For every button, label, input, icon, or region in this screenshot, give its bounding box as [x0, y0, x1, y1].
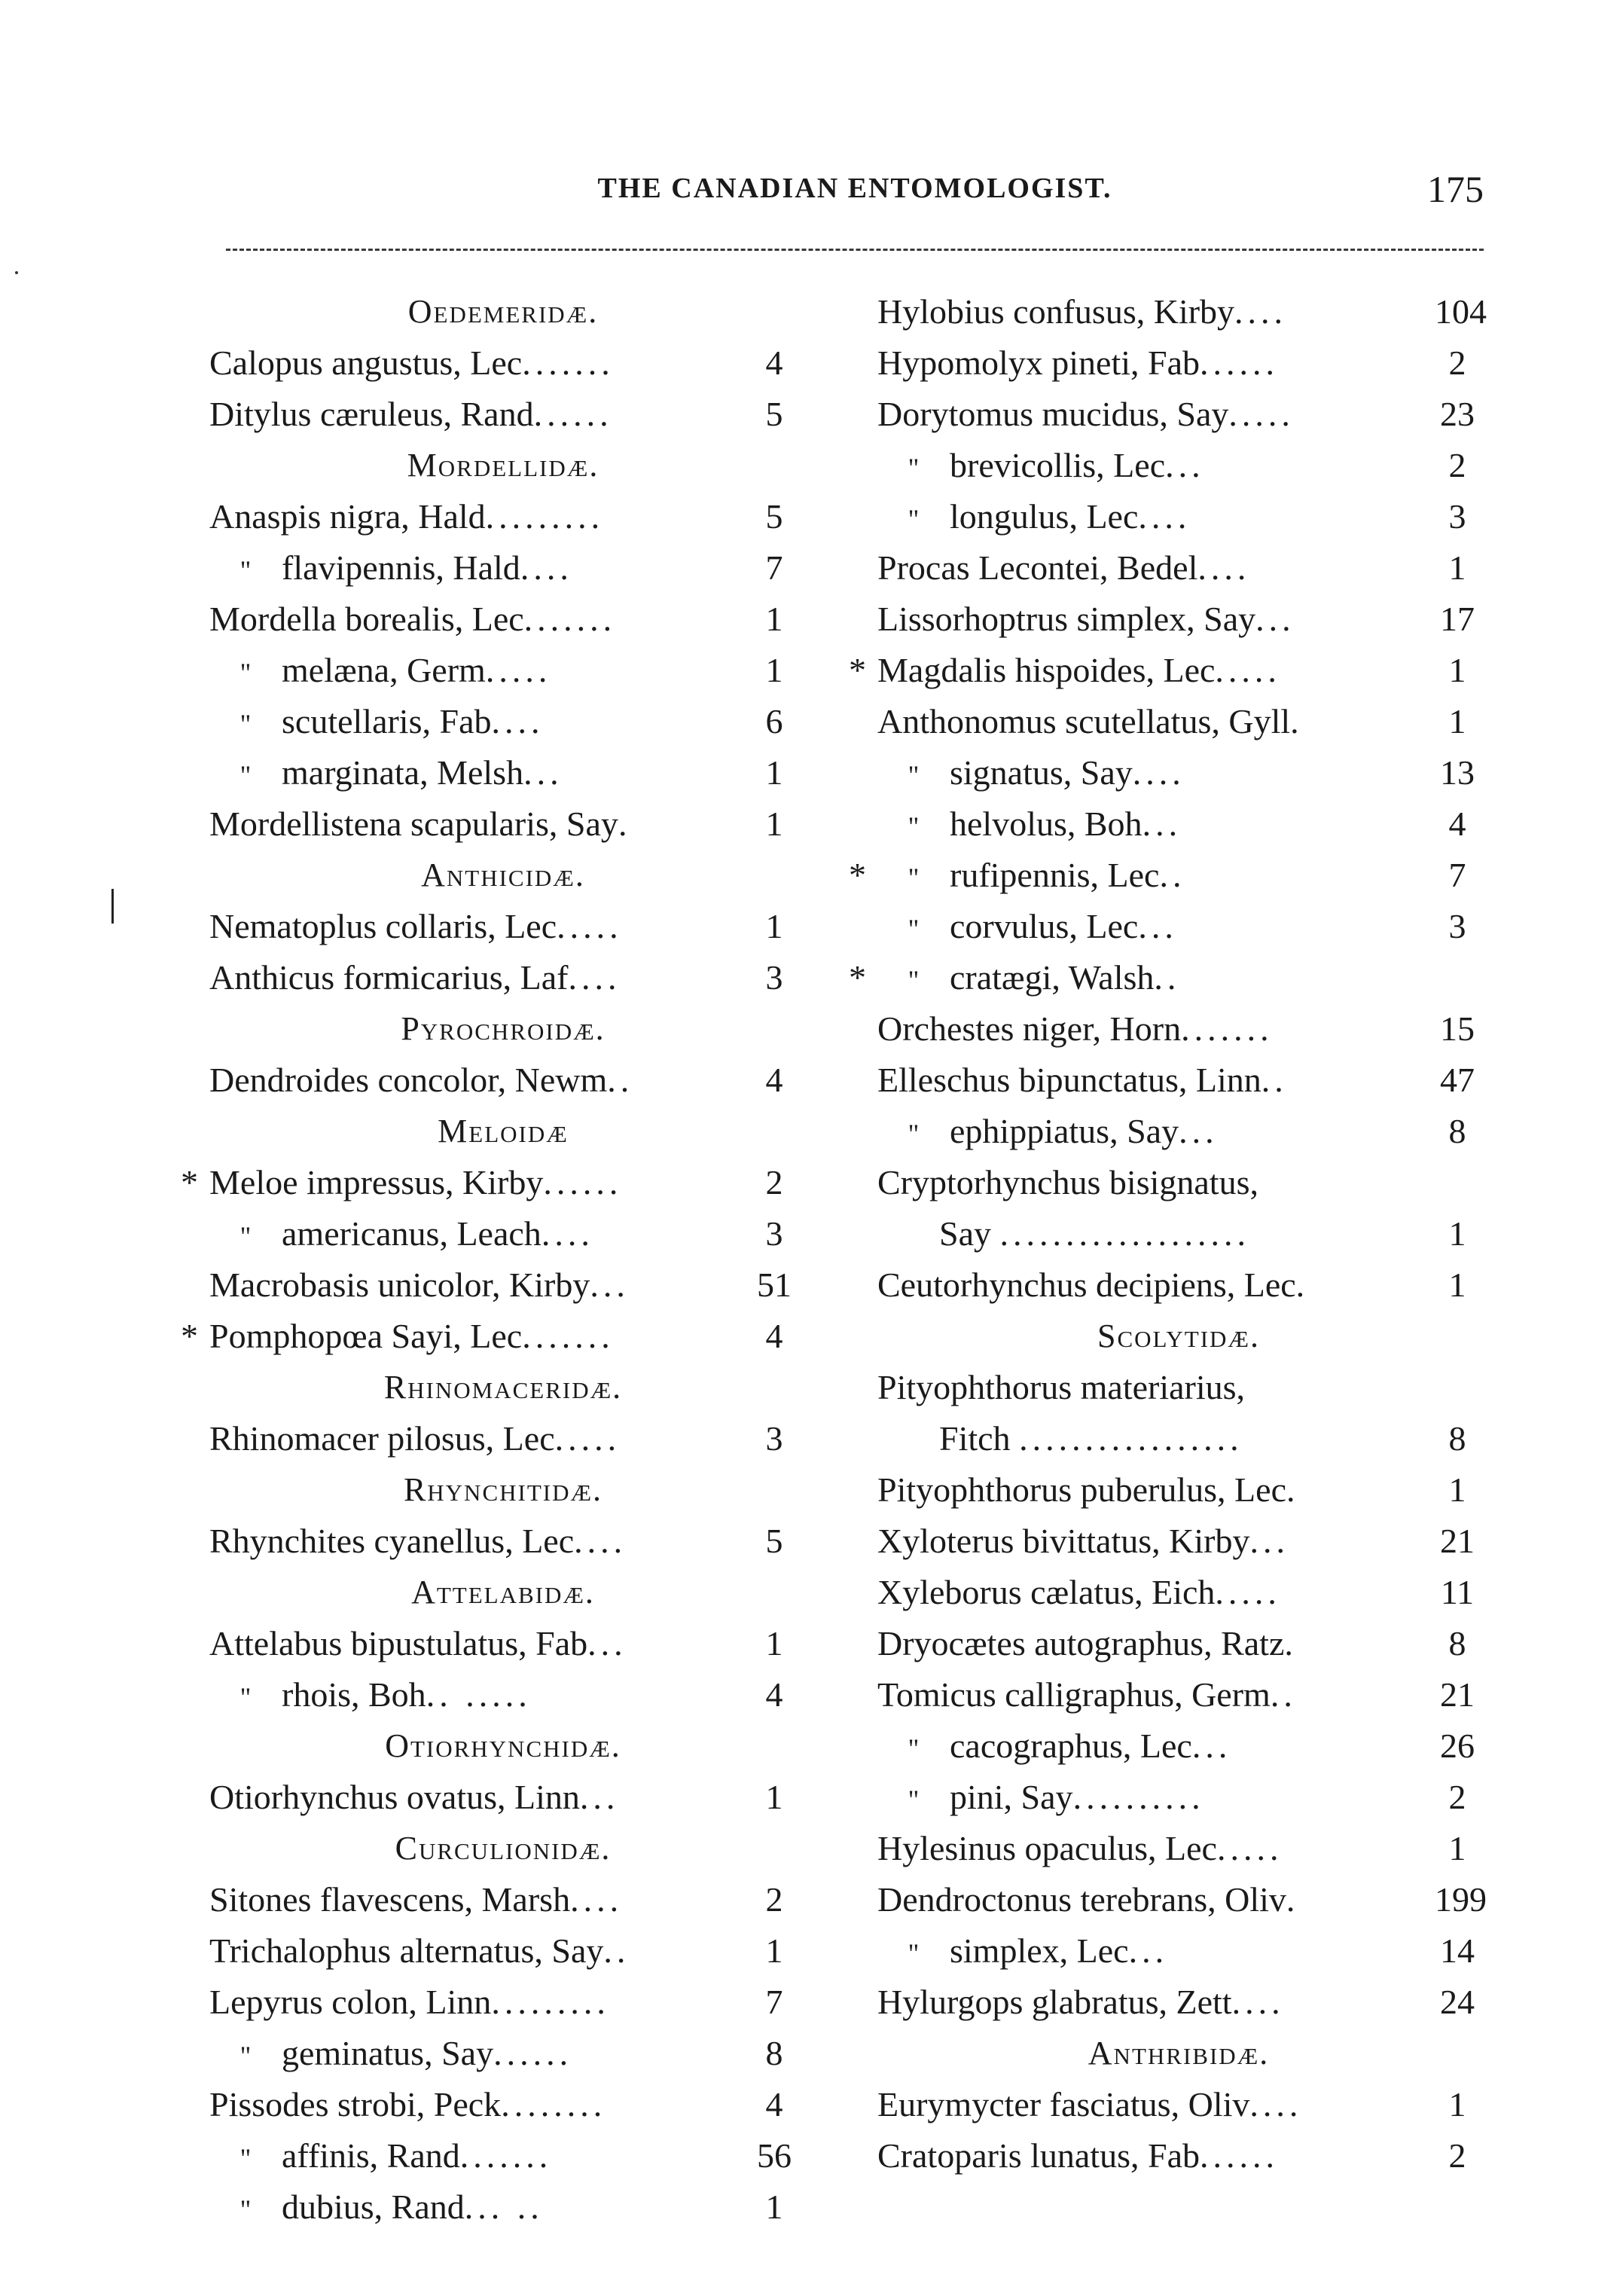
dot-leader: .... — [491, 702, 545, 740]
dot-leader: .. — [1159, 856, 1186, 894]
specimen-count: 2 — [1448, 2136, 1466, 2175]
dot-leader: ................... — [999, 1214, 1250, 1253]
dot-leader: ... — [579, 1778, 620, 1816]
specimen-count: 4 — [765, 343, 783, 382]
species-name: corvulus, Lec — [950, 907, 1139, 945]
specimen-count: 14 — [1440, 1931, 1475, 1970]
species-entry — [877, 798, 1480, 850]
margin-speck — [15, 271, 18, 274]
species-name: Rhynchites cyanellus, Lec — [209, 1522, 575, 1560]
dot-leader: . — [618, 805, 632, 843]
species-entry — [877, 1157, 1480, 1259]
dot-leader: ........ — [501, 2085, 607, 2123]
right-column — [849, 286, 1487, 2182]
dot-leader: ..... — [1216, 1829, 1283, 1867]
species-entry — [209, 798, 797, 850]
species-name: Hylurgops glabratus, Zett — [877, 1983, 1232, 2021]
specimen-count: 56 — [757, 2136, 792, 2175]
species-name: americanus, Leach — [282, 1214, 542, 1253]
family-heading: Anthicidæ. — [421, 856, 585, 893]
specimen-count: 11 — [1440, 1573, 1475, 1611]
specimen-count: 8 — [765, 2034, 783, 2072]
species-authority: Fitch — [939, 1419, 1011, 1458]
specimen-count: 4 — [765, 1061, 783, 1099]
dot-leader: ... — [1255, 600, 1295, 638]
species-name: Orchestes niger, Horn — [877, 1009, 1182, 1048]
species-name: Dryocætes autographus, Ratz. — [877, 1624, 1293, 1662]
species-entry — [877, 1720, 1480, 1772]
species-entry — [209, 1977, 797, 2028]
species-entry — [877, 1772, 1480, 1823]
dot-leader: .... — [520, 548, 573, 587]
ditto-mark: " — [908, 914, 920, 944]
species-name: Anaspis nigra, Hald — [209, 497, 486, 536]
dot-leader: .. ..... — [426, 1675, 532, 1714]
species-entry — [877, 696, 1480, 747]
dot-leader: ... — [1191, 1727, 1232, 1765]
species-entry — [181, 1311, 797, 1362]
dot-leader: ... — [1128, 1931, 1169, 1970]
dot-leader: .. — [1261, 1061, 1288, 1099]
dot-leader: ......... — [491, 1983, 610, 2021]
ditto-mark: " — [908, 1733, 920, 1763]
asterisk-marker: * — [181, 1163, 198, 1201]
family-heading: Scolytidæ. — [1097, 1317, 1260, 1354]
species-entry — [209, 901, 797, 952]
species-name: Elleschus bipunctatus, Linn — [877, 1061, 1261, 1099]
species-entry — [877, 1618, 1480, 1669]
species-entry — [877, 2079, 1480, 2130]
left-column — [181, 286, 797, 2233]
species-name: Pomphopœa Sayi, Lec — [209, 1317, 523, 1355]
dot-leader: ...... — [493, 2034, 573, 2072]
specimen-count: 1 — [1448, 2085, 1466, 2123]
species-name: Cratoparis lunatus, Fab — [877, 2136, 1200, 2175]
dot-leader: ... — [590, 1266, 630, 1304]
species-name: Pityophthorus puberulus, Lec. — [877, 1470, 1295, 1509]
specimen-count: 1 — [765, 651, 783, 689]
species-entry — [849, 850, 1480, 901]
species-name-continuation — [939, 1208, 1250, 1259]
journal-title: THE CANADIAN ENTOMOLOGIST. — [597, 173, 1112, 204]
species-entry — [877, 1464, 1480, 1516]
species-name: Lepyrus colon, Linn — [209, 1983, 492, 2021]
specimen-count: 1 — [765, 907, 783, 945]
species-name: longulus, Lec — [950, 497, 1139, 536]
species-entry — [209, 1772, 797, 1823]
species-entry — [209, 1618, 797, 1669]
species-entry — [877, 1003, 1480, 1055]
specimen-count: 26 — [1440, 1727, 1475, 1765]
dot-leader: .... — [1138, 497, 1191, 536]
species-entry — [877, 2130, 1480, 2182]
species-name: Anthonomus scutellatus, Gyll. — [877, 702, 1299, 740]
species-name: Cryptorhynchus bisignatus, — [877, 1163, 1258, 1201]
ditto-mark: " — [908, 811, 920, 841]
dot-leader: ..... — [1215, 1573, 1281, 1611]
species-entry — [209, 645, 797, 696]
species-entry — [209, 1055, 797, 1106]
specimen-count: 6 — [765, 702, 783, 740]
species-name: Eurymycter fasciatus, Oliv — [877, 2085, 1250, 2123]
specimen-count: 1 — [1448, 548, 1466, 587]
ditto-mark: " — [239, 2143, 252, 2173]
dot-leader: .. — [1270, 1675, 1297, 1714]
specimen-count: 2 — [1448, 1778, 1466, 1816]
family-heading: Rhynchitidæ. — [403, 1471, 603, 1508]
species-entry — [877, 440, 1480, 491]
specimen-count: 1 — [765, 753, 783, 792]
dot-leader: ..... — [557, 907, 623, 945]
asterisk-marker: * — [181, 1317, 198, 1355]
specimen-count: 2 — [1448, 446, 1466, 484]
ditto-mark: " — [239, 2041, 252, 2071]
specimen-count: 1 — [1448, 702, 1466, 740]
dot-leader: .. — [1154, 958, 1181, 997]
header-rule — [226, 249, 1484, 251]
species-name: ephippiatus, Say — [950, 1112, 1179, 1150]
specimen-count: 4 — [765, 2085, 783, 2123]
specimen-count: 4 — [1448, 805, 1466, 843]
specimen-count: 3 — [1448, 497, 1466, 536]
dot-leader: ..... — [1215, 651, 1281, 689]
species-name: Otiorhynchus ovatus, Linn — [209, 1778, 580, 1816]
species-name: brevicollis, Lec — [950, 446, 1166, 484]
species-name: scutellaris, Fab — [282, 702, 492, 740]
ditto-mark: " — [239, 555, 252, 585]
specimen-count: 17 — [1440, 600, 1475, 638]
specimen-count: 3 — [765, 958, 783, 997]
family-heading: Otiorhynchidæ. — [385, 1727, 621, 1764]
family-heading: Oedemeridæ. — [407, 293, 599, 330]
species-entry — [877, 286, 1487, 337]
species-entry — [209, 2028, 797, 2079]
specimen-count: 1 — [765, 1624, 783, 1662]
species-name: Dorytomus mucidus, Say — [877, 395, 1229, 433]
species-entry — [877, 542, 1480, 594]
dot-leader: ....... — [523, 600, 617, 638]
species-name: affinis, Rand — [282, 2136, 460, 2175]
ditto-mark: " — [908, 965, 920, 995]
dot-leader: ....... — [1181, 1009, 1274, 1048]
dot-leader: ... — [1179, 1112, 1219, 1150]
species-entry — [877, 1362, 1480, 1464]
species-name: Anthicus formicarius, Laf — [209, 958, 569, 997]
dot-leader: ....... — [522, 1317, 615, 1355]
species-entry — [209, 747, 797, 798]
species-entry — [209, 491, 797, 542]
species-name: Procas Lecontei, Bedel — [877, 548, 1198, 587]
specimen-count: 1 — [1448, 651, 1466, 689]
specimen-count: 51 — [757, 1266, 792, 1304]
asterisk-marker: * — [849, 651, 866, 689]
dot-leader: ... — [1142, 805, 1182, 843]
dot-leader: ..... — [485, 651, 552, 689]
dot-leader: ... — [1249, 1522, 1289, 1560]
species-entry — [877, 594, 1480, 645]
specimen-count: 21 — [1440, 1675, 1475, 1714]
species-name: Magdalis hispoides, Lec — [877, 651, 1216, 689]
specimen-count: 1 — [1448, 1214, 1466, 1253]
species-entry — [209, 1259, 797, 1311]
dot-leader: ................. — [1019, 1419, 1243, 1458]
species-entry — [209, 594, 797, 645]
family-heading: Anthribidæ. — [1088, 2035, 1270, 2072]
dot-leader: ...... — [1200, 343, 1280, 382]
specimen-count: 1 — [765, 1931, 783, 1970]
species-name: Meloe impressus, Kirby — [209, 1163, 544, 1201]
page-number: 175 — [1427, 168, 1484, 210]
species-entry — [209, 1516, 797, 1567]
ditto-mark: " — [908, 1938, 920, 1968]
specimen-count: 1 — [765, 600, 783, 638]
species-name: helvolus, Boh — [950, 805, 1143, 843]
family-heading: Attelabidæ. — [411, 1574, 595, 1611]
specimen-count: 1 — [765, 1778, 783, 1816]
specimen-count: 5 — [765, 395, 783, 433]
specimen-count: 15 — [1440, 1009, 1475, 1048]
species-name: Hylobius confusus, Kirby — [877, 292, 1235, 331]
dot-leader: ... — [1138, 907, 1178, 945]
asterisk-marker: * — [849, 958, 866, 997]
specimen-count: 13 — [1440, 753, 1475, 792]
dot-leader: .... — [1231, 1983, 1285, 2021]
dot-leader: .... — [568, 958, 621, 997]
ditto-mark: " — [239, 658, 252, 688]
species-name: Pissodes strobi, Peck — [209, 2085, 502, 2123]
species-entry — [209, 2130, 797, 2182]
dot-leader: ... — [1165, 446, 1205, 484]
species-entry — [849, 952, 1480, 1003]
dot-leader: .. — [607, 1061, 634, 1099]
species-entry — [209, 2182, 797, 2233]
species-name: simplex, Lec — [950, 1931, 1129, 1970]
ditto-mark: " — [908, 1119, 920, 1149]
species-entry — [877, 1106, 1480, 1157]
specimen-count: 47 — [1440, 1061, 1475, 1099]
dot-leader: .... — [570, 1880, 624, 1919]
species-entry — [877, 1977, 1480, 2028]
ditto-mark: " — [908, 863, 920, 893]
species-entry — [877, 337, 1480, 389]
ditto-mark: " — [239, 1221, 252, 1251]
specimen-count: 1 — [1448, 1470, 1466, 1509]
species-entry — [877, 1669, 1480, 1720]
species-name: Mordella borealis, Lec — [209, 600, 524, 638]
dot-leader: ...... — [543, 1163, 623, 1201]
specimen-count: 2 — [765, 1163, 783, 1201]
specimen-count: 104 — [1435, 292, 1487, 331]
species-entry — [877, 747, 1480, 798]
specimen-count: 4 — [765, 1675, 783, 1714]
specimen-count: 24 — [1440, 1983, 1475, 2021]
species-name: cratægi, Walsh — [950, 958, 1155, 997]
species-name: Dendroides concolor, Newm — [209, 1061, 608, 1099]
dot-leader: ... .. — [464, 2188, 544, 2226]
specimen-count: 3 — [765, 1419, 783, 1458]
species-name: Hylesinus opaculus, Lec — [877, 1829, 1217, 1867]
dot-leader: ......... — [485, 497, 605, 536]
dot-leader: .......... — [1072, 1778, 1205, 1816]
species-name: Ditylus cæruleus, Rand — [209, 395, 534, 433]
dot-leader: ... — [523, 753, 563, 792]
species-name: Mordellistena scapularis, Say — [209, 805, 618, 843]
species-entry — [877, 491, 1480, 542]
ditto-mark: " — [239, 2194, 252, 2224]
margin-mark — [111, 889, 114, 924]
species-name: dubius, Rand — [282, 2188, 465, 2226]
dot-leader: .... — [1197, 548, 1251, 587]
species-entry — [209, 542, 797, 594]
species-entry — [849, 645, 1480, 696]
dot-leader: .... — [1249, 2085, 1303, 2123]
specimen-count: 5 — [765, 1522, 783, 1560]
dot-leader: ..... — [554, 1419, 621, 1458]
species-entry — [877, 901, 1480, 952]
specimen-count: 2 — [1448, 343, 1466, 382]
dot-leader: .... — [541, 1214, 594, 1253]
dot-leader: .. — [603, 1931, 630, 1970]
specimen-count: 4 — [765, 1317, 783, 1355]
specimen-count: 199 — [1435, 1880, 1487, 1919]
species-name: marginata, Melsh — [282, 753, 524, 792]
species-entry — [209, 337, 797, 389]
dot-leader: ...... — [533, 395, 613, 433]
species-name: Rhinomacer pilosus, Lec — [209, 1419, 555, 1458]
species-name: Attelabus bipustulatus, Fab — [209, 1624, 588, 1662]
species-entry — [209, 696, 797, 747]
species-entry — [209, 952, 797, 1003]
specimen-count: 3 — [1448, 907, 1466, 945]
species-entry — [877, 1925, 1480, 1977]
specimen-count: 8 — [1448, 1419, 1466, 1458]
specimen-count: 23 — [1440, 395, 1475, 433]
species-name: Xyleborus cælatus, Eich — [877, 1573, 1216, 1611]
specimen-count: 1 — [765, 805, 783, 843]
ditto-mark: " — [908, 760, 920, 790]
family-heading: Meloidæ — [438, 1113, 569, 1150]
species-entry — [877, 1259, 1480, 1311]
species-name: geminatus, Say — [282, 2034, 494, 2072]
species-entry — [181, 1157, 797, 1208]
ditto-mark: " — [908, 453, 920, 483]
species-name: Lissorhoptrus simplex, Say — [877, 600, 1256, 638]
dot-leader: ..... — [1228, 395, 1295, 433]
asterisk-marker: * — [849, 856, 866, 894]
running-header — [226, 168, 1484, 224]
species-name: Xyloterus bivittatus, Kirby — [877, 1522, 1250, 1560]
specimen-count: 8 — [1448, 1112, 1466, 1150]
ditto-mark: " — [239, 760, 252, 790]
specimen-count: 5 — [765, 497, 783, 536]
species-name: Dendroctonus terebrans, Oliv — [877, 1880, 1286, 1919]
ditto-mark: " — [908, 1785, 920, 1815]
dot-leader: ....... — [522, 343, 615, 382]
specimen-count: 21 — [1440, 1522, 1475, 1560]
species-entry — [209, 1925, 797, 1977]
species-entry — [877, 1516, 1480, 1567]
species-name: Pityophthorus materiarius, — [877, 1368, 1246, 1406]
species-name: signatus, Say — [950, 753, 1133, 792]
species-entry — [877, 1823, 1480, 1874]
species-name: pini, Say — [950, 1778, 1073, 1816]
family-heading: Curculionidæ. — [395, 1830, 612, 1867]
specimen-count: 7 — [765, 548, 783, 587]
specimen-count: 8 — [1448, 1624, 1466, 1662]
ditto-mark: " — [239, 709, 252, 739]
species-entry — [877, 1874, 1487, 1925]
species-entry — [209, 389, 797, 440]
species-entry — [209, 1413, 797, 1464]
specimen-count: 2 — [765, 1880, 783, 1919]
species-name: rhois, Boh — [282, 1675, 426, 1714]
specimen-count: 1 — [1448, 1266, 1466, 1304]
specimen-count: 1 — [1448, 1829, 1466, 1867]
dot-leader: .... — [574, 1522, 627, 1560]
dot-leader: .... — [1234, 292, 1288, 331]
species-name: rufipennis, Lec — [950, 856, 1160, 894]
species-authority: Say — [939, 1214, 991, 1253]
specimen-count: 1 — [765, 2188, 783, 2226]
species-name: cacographus, Lec — [950, 1727, 1192, 1765]
species-entry — [209, 2079, 797, 2130]
specimen-count: 3 — [765, 1214, 783, 1253]
species-entry — [209, 1874, 797, 1925]
species-name: Calopus angustus, Lec — [209, 343, 523, 382]
species-name: Ceutorhynchus decipiens, Lec. — [877, 1266, 1305, 1304]
dot-leader: . — [1286, 1880, 1300, 1919]
specimen-count: 7 — [1448, 856, 1466, 894]
dot-leader: ....... — [459, 2136, 553, 2175]
species-name: Macrobasis unicolor, Kirby — [209, 1266, 590, 1304]
species-name: flavipennis, Hald — [282, 548, 520, 587]
specimen-count: 7 — [765, 1983, 783, 2021]
species-name: Trichalophus alternatus, Say — [209, 1931, 604, 1970]
species-name: Hypomolyx pineti, Fab — [877, 343, 1200, 382]
species-name: Tomicus calligraphus, Germ — [877, 1675, 1271, 1714]
species-entry — [209, 1669, 797, 1720]
dot-leader: ... — [587, 1624, 627, 1662]
dot-leader: ...... — [1200, 2136, 1279, 2175]
species-entry — [877, 1567, 1480, 1618]
species-entry — [209, 1208, 797, 1259]
family-heading: Rhinomaceridæ. — [383, 1369, 623, 1406]
species-name: Nematoplus collaris, Lec — [209, 907, 557, 945]
dot-leader: .... — [1132, 753, 1185, 792]
family-heading: Pyrochroidæ. — [401, 1010, 606, 1047]
species-entry — [877, 389, 1480, 440]
species-name: melæna, Germ — [282, 651, 486, 689]
species-name: Sitones flavescens, Marsh — [209, 1880, 571, 1919]
species-name-continuation — [939, 1413, 1243, 1464]
ditto-mark: " — [239, 1682, 252, 1712]
family-heading: Mordellidæ. — [407, 447, 599, 484]
ditto-mark: " — [908, 504, 920, 534]
species-entry — [877, 1055, 1480, 1106]
